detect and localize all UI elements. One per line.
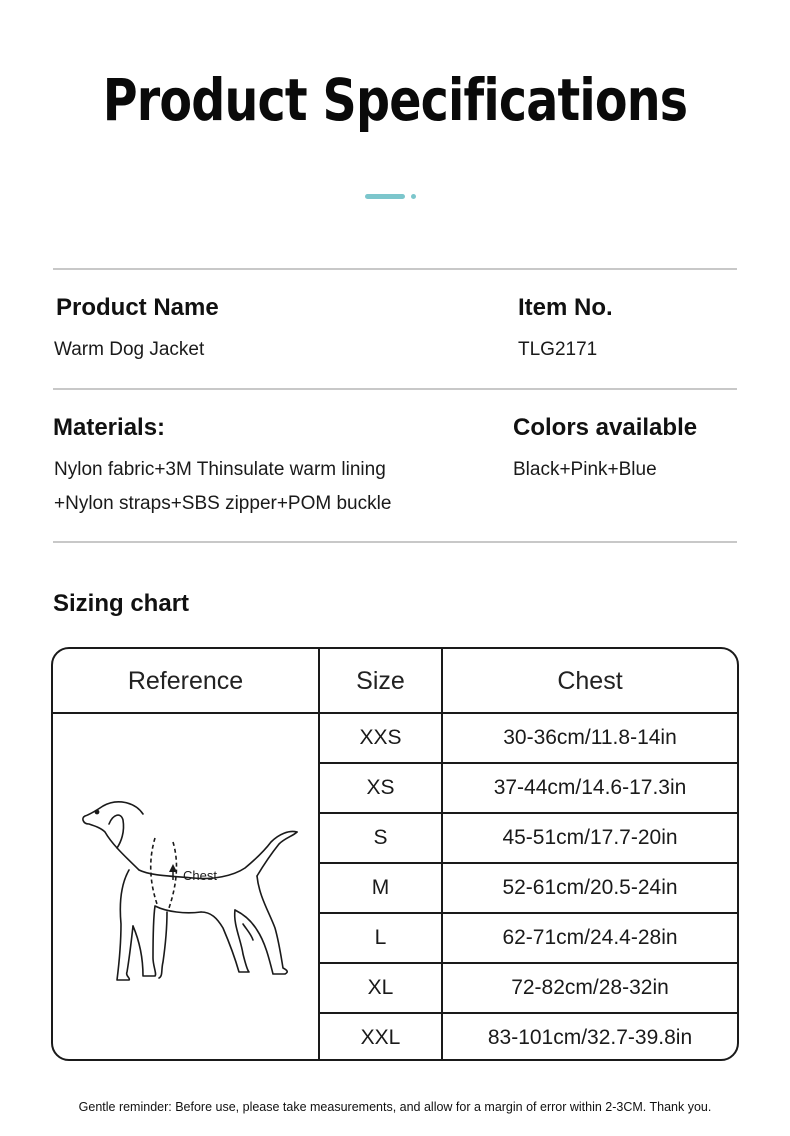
header-chest: Chest (557, 666, 623, 695)
header-size: Size (356, 666, 405, 695)
size-cell: M (371, 876, 390, 899)
materials-line-1: Nylon fabric+3M Thinsulate warm lining (54, 459, 386, 480)
size-cell: XXL (360, 1026, 401, 1049)
size-cell: S (373, 826, 388, 849)
dog-outline-icon (73, 784, 303, 984)
product-name-label: Product Name (56, 294, 219, 321)
chest-cell: 83-101cm/32.7-39.8in (487, 1026, 693, 1049)
materials-label: Materials: (53, 414, 166, 441)
divider (53, 268, 737, 270)
sizing-table (51, 647, 739, 1061)
accent-dot (411, 194, 416, 199)
size-cell: L (374, 926, 387, 949)
materials-line-2: +Nylon straps+SBS zipper+POM buckle (54, 493, 392, 514)
divider (53, 388, 737, 390)
chest-cell: 72-82cm/28-32in (511, 976, 669, 999)
item-no-value: TLG2171 (518, 339, 598, 360)
header-reference: Reference (127, 666, 244, 695)
chest-cell: 45-51cm/17.7-20in (502, 826, 678, 849)
sizing-chart-title: Sizing chart (53, 590, 190, 617)
item-no-label: Item No. (518, 294, 613, 321)
product-name-value: Warm Dog Jacket (54, 339, 205, 360)
chest-cell: 37-44cm/14.6-17.3in (493, 776, 687, 799)
size-cell: XS (366, 776, 395, 799)
chest-cell: 62-71cm/24.4-28in (502, 926, 678, 949)
size-cell: XL (367, 976, 394, 999)
colors-value: Black+Pink+Blue (513, 459, 657, 480)
colors-label: Colors available (513, 414, 698, 441)
accent-dash (365, 194, 405, 199)
size-cell: XXS (359, 726, 402, 749)
chest-cell: 30-36cm/11.8-14in (503, 726, 677, 749)
chest-cell: 52-61cm/20.5-24in (502, 876, 678, 899)
page-title: Product Specifications (102, 66, 688, 134)
gentle-reminder: Gentle reminder: Before use, please take measurements, and allow for a margin of error within 2-3CM. Thank you. (78, 1100, 712, 1114)
chest-annotation: Chest (183, 868, 217, 883)
divider (53, 541, 737, 543)
